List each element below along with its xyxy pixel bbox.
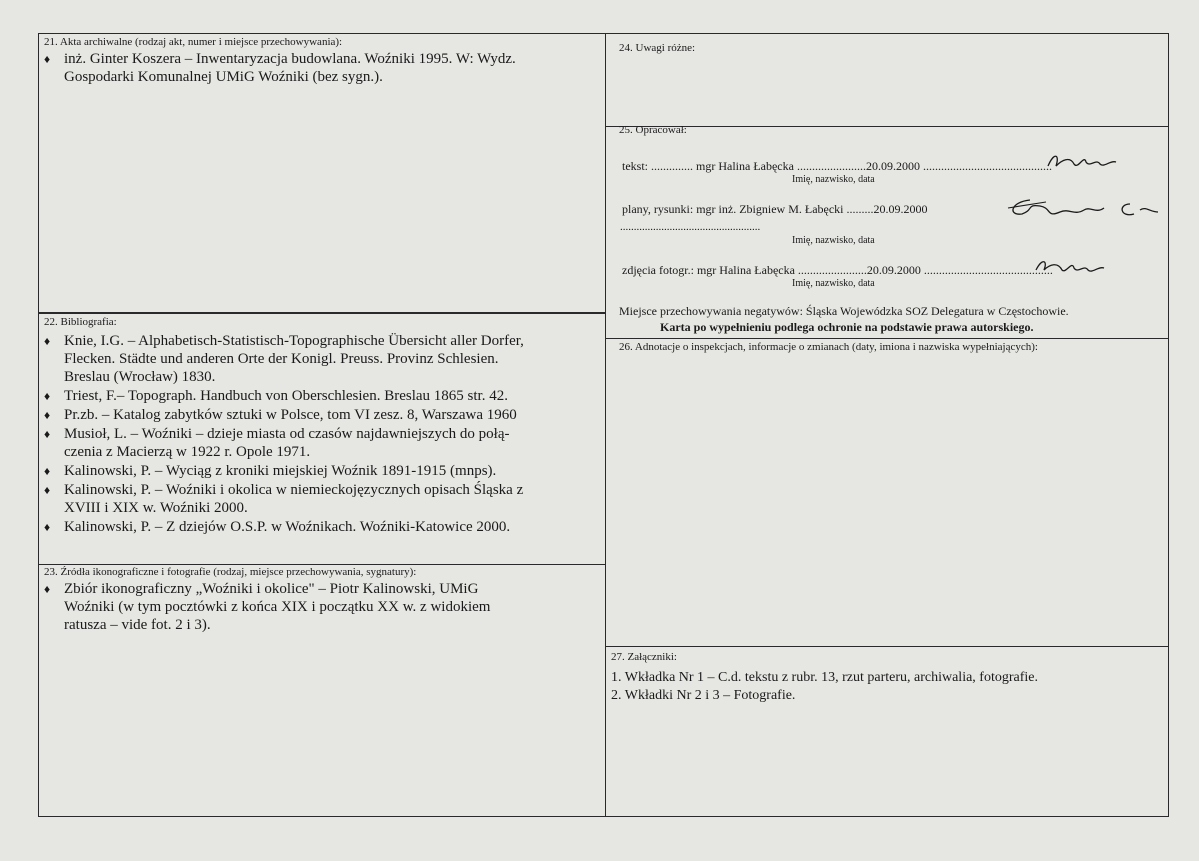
iconography-line: Zbiór ikonograficzny „Woźniki i okolice" – Piotr Kalinowski, UMiG [64,581,479,597]
section-24-label: 24. Uwagi różne: [619,42,696,54]
divider-26-27 [605,646,1169,647]
section-27-label: 27. Załączniki: [611,651,677,663]
bibliography-line: Pr.zb. – Katalog zabytków sztuki w Polsce, tom VI zesz. 8, Warszawa 1960 [64,407,517,423]
negatives-location: Miejsce przechowywania negatywów: Śląska Wojewódzka SOZ Delegatura w Częstochowie. [619,304,1069,318]
bullet-icon: ♦ [44,520,51,534]
bullet-icon: ♦ [44,483,51,497]
attachment-line: 2. Wkładki Nr 2 i 3 – Fotografie. [611,688,796,703]
text-author-line: tekst: .............. mgr Halina Łabęcka .......................20.09.2000 ........................................... [622,159,1052,173]
column-divider [605,33,606,817]
copyright-note: Karta po wypełnieniu podlega ochronie na podstawie prawa autorskiego. [660,320,1034,334]
divider-25-26 [605,338,1169,339]
photos-caption: Imię, nazwisko, data [792,278,875,289]
bibliography-line: Breslau (Wrocław) 1830. [64,369,216,385]
divider-21-22 [38,312,606,314]
bibliography-line: Musioł, L. – Woźniki – dzieje miasta od czasów najdawniejszych do połą- [64,426,510,442]
iconography-line: ratusza – vide fot. 2 i 3). [64,617,211,633]
bibliography-line: Flecken. Städte und anderen Orte der Konigl. Preuss. Provinz Schlesien. [64,351,499,367]
archive-item-line: Gospodarki Komunalnej UMiG Woźniki (bez sygn.). [64,69,383,85]
section-25-label: 25. Opracował: [619,124,687,136]
iconography-line: Woźniki (w tym pocztówki z końca XIX i początku XX w. z widokiem [64,599,491,615]
divider-22-23 [38,564,606,565]
bibliography-line: XVIII i XIX w. Woźniki 2000. [64,500,248,516]
bibliography-line: Kalinowski, P. – Z dziejów O.S.P. w Woźnikach. Woźniki-Katowice 2000. [64,519,511,535]
bibliography-line: Kalinowski, P. – Woźniki i okolica w niemieckojęzycznych opisach Śląska z [64,482,524,498]
bibliography-line: Triest, F.– Topograph. Handbuch von Oberschlesien. Breslau 1865 str. 42. [64,388,508,404]
section-26-label: 26. Adnotacje o inspekcjach, informacje o zmianach (daty, imiona i nazwiska wypełniających): [619,341,1038,353]
text-author-caption: Imię, nazwisko, data [792,174,875,185]
section-23-label: 23. Źródła ikonograficzne i fotografie (rodzaj, miejsce przechowywania, sygnatury): [44,566,417,578]
bullet-icon: ♦ [44,464,51,478]
bullet-icon: ♦ [44,582,51,596]
bullet-icon: ♦ [44,408,51,422]
drawings-dots: ................................................... [620,221,761,233]
signature-icon [1030,252,1110,278]
section-21-label: 21. Akta archiwalne (rodzaj akt, numer i miejsce przechowywania): [44,36,343,48]
bibliography-line: Kalinowski, P. – Wyciąg z kroniki miejskiej Woźnik 1891-1915 (mnps). [64,463,497,479]
attachment-line: 1. Wkładka Nr 1 – C.d. tekstu z rubr. 13, rzut parteru, archiwalia, fotografie. [611,670,1038,685]
archive-item-line: inż. Ginter Koszera – Inwentaryzacja budowlana. Woźniki 1995. W: Wydz. [64,51,516,67]
bullet-icon: ♦ [44,52,51,66]
signature-icon [1040,146,1120,174]
drawings-author-line: plany, rysunki: mgr inż. Zbigniew M. Łabęcki .........20.09.2000 [622,202,928,216]
bibliography-line: czenia z Macierzą w 1922 r. Opole 1971. [64,444,311,460]
section-22-label: 22. Bibliografia: [44,316,117,328]
bullet-icon: ♦ [44,334,51,348]
divider-24-25 [605,126,1169,127]
bibliography-line: Knie, I.G. – Alphabetisch-Statistisch-Topographische Übersicht aller Dorfer, [64,333,524,349]
bullet-icon: ♦ [44,427,51,441]
bullet-icon: ♦ [44,389,51,403]
drawings-caption: Imię, nazwisko, data [792,235,875,246]
signature-icon [1000,190,1160,230]
photos-author-line: zdjęcia fotogr.: mgr Halina Łabęcka .......................20.09.2000 ........................................... [622,263,1053,277]
